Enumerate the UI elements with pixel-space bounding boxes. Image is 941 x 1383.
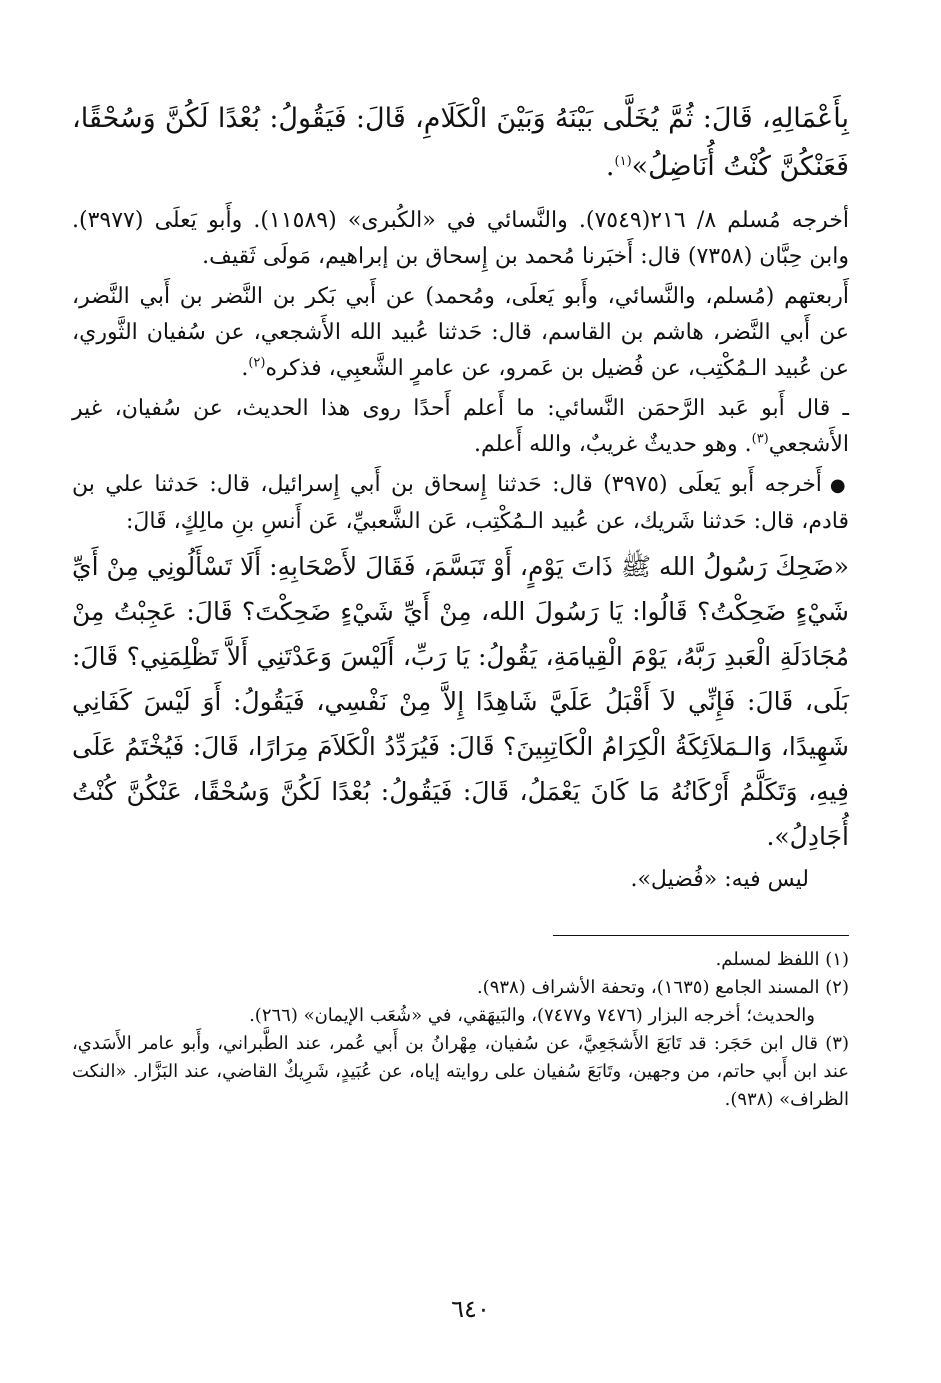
footnote-3: (٣) قال ابن حَجَر: قد تَابَعَ الأَشجَعِيَّ، عن سُفيان، مِهْرانُ بن أَبي عُمر، عند الطَّبراني، وأَبو عامر الأَسَدي، عند ابن أَبي حاتم، من وجهين، وتَابَعَ سُفيان على روايته إياه، عن عُبَيدٍ، شَرِيكٌ القاضي، عند البَزَّار. «النكت الظراف» (٩٣٨). — [72, 1033, 849, 1110]
takhrij-paragraph-2-body: أَربعتهم (مُسلم، والنَّسائي، وأَبو يَعلَى، ومُحمد) عن أَبي بَكر بن النَّضر بن أَبي النَّضر، عن أَبي النَّضر، هاشم بن القاسم، قال: حَدثنا عُبيد الله الأَشجعي، عن سُفيان الثَّوري، عن عُبيد الـمُكْتِب، عن فُضيل بن عَمرو، عن عامرٍ الشَّعبِي، فذكره — [72, 284, 849, 381]
takhrij-paragraph-1: أخرجه مُسلم ٨/ ٢١٦(٧٥٤٩). والنَّسائي في «الكُبرى» (١١٥٨٩). وأَبو يَعلَى (٣٩٧٧). وابن حِبَّان (٧٣٥٨) قال: أَخبَرنا مُحمد بن إِسحاق بن إبراهيم، مَولَى ثَقيف. — [72, 208, 850, 269]
footnote-2-continuation: والحديث؛ أخرجه البزار (٧٤٧٦ و٧٤٧٧)، والبَيهَقي، في «شُعَب الإيمان» (٢٦٦). — [249, 1005, 815, 1026]
top-hadith-text: بِأَعْمَالِهِ، قَالَ: ثُمَّ يُخَلَّى بَيْنَهُ وَبَيْنَ الْكَلَامِ، قَالَ: فَيَقُولُ: بُعْدًا لَكُنَّ وَسُحْقًا، فَعَنْكُنَّ كُنْتُ أُنَاضِلُ»$^{(١)}$. — [72, 103, 849, 182]
bullet-icon: ● — [829, 475, 849, 496]
abu-yala-isnad — [72, 467, 849, 540]
page-number: ٦٤٠ — [451, 1295, 490, 1323]
footnote-1: (١) اللفظ لمسلم. — [715, 949, 849, 970]
nasai-comment-part-b: . وهو حديثٌ غريبٌ، والله أَعلم. — [474, 432, 752, 457]
leesa-fihi-note: ليس فيه: «فُضيل». — [630, 867, 809, 892]
abu-yala-isnad-text: أَخرجه أَبو يَعلَى (٣٩٧٥) قال: حَدثنا إِسحاق بن أَبي إِسرائيل، قال: حَدثنا علي بن قادم، قال: حَدثنا شَريك، عن عُبيد الـمُكْتِب، عَن الشَّعبيِّ، عَن أَنسِ بنِ مالِكٍ، قَالَ: — [72, 472, 849, 534]
second-hadith-text: «ضَحِكَ رَسُولُ الله ﷺ ذَاتَ يَوْمٍ، أَوْ تَبَسَّمَ، فَقَالَ لأَصْحَابِهِ: أَلَا تَسْأَلُونِي مِنْ أَيِّ شَيْءٍ ضَحِكْتُ؟ قَالُوا: يَا رَسُولَ الله، مِنْ أَيِّ شَيْءٍ ضَحِكْتَ؟ قَالَ: عَجِبْتُ مِنْ مُجَادَلَةِ الْعَبدِ رَبَّهُ، يَوْمَ الْقِيامَةِ، يَقُولُ: يَا رَبِّ، أَلَيْسَ وَعَدْتَنِي أَلاَّ تَظْلِمَنِي؟ قَالَ: بَلَى، قَالَ: فَإِنِّي لاَ أَقْبَلُ عَلَيَّ شَاهِدًا إِلاَّ مِنْ نَفْسِي، فَيَقُولُ: أَوَ لَيْسَ كَفَانِي شَهِيدًا، وَالـمَلاَئِكَةُ الْكِرَامُ الْكَاتِبِينَ؟ قَالَ: فَيُرَدِّدُ الْكَلاَمَ مِرَارًا، قَالَ: فَيُخْتَمُ عَلَى فِيهِ، وَتَكَلَّمُ أَرْكَانُهُ مَا كَانَ يَعْمَلُ، قَالَ: فَيَقُولُ: بُعْدًا لَكُنَّ وَسُحْقًا، عَنْكُنَّ كُنْتُ أُجَادِلُ». — [72, 552, 849, 851]
footnote-ref-2: (٢) — [248, 355, 266, 371]
nasai-comment — [72, 391, 849, 463]
nasai-comment-part-a: ـ قال أَبو عَبد الرَّحمَن النَّسائي: ما أَعلم أَحدًا روى هذا الحديث، عن سُفيان، غير الأَشجعي — [72, 396, 849, 457]
takhrij-paragraph-2: أَربعتهم (مُسلم، والنَّسائي، وأَبو يَعلَى، ومُحمد) عن أَبي بَكر بن النَّضر بن أَبي النَّضر، عن أَبي النَّضر، هاشم بن القاسم، قال: حَدثنا عُبيد الله الأَشجعي، عن سُفيان الثَّوري، عن عُبيد الـمُكْتِب، عن فُضيل بن عَمرو، عن عامرٍ الشَّعبِي، فذكره$^{(٢)}$. — [72, 284, 849, 381]
footnotes-section — [72, 946, 849, 1114]
footnote-ref-1: (١) — [614, 154, 632, 169]
footnote-ref-3: (٣) — [751, 431, 769, 447]
top-hadith-body: بِأَعْمَالِهِ، قَالَ: ثُمَّ يُخَلَّى بَيْنَهُ وَبَيْنَ الْكَلَامِ، قَالَ: فَيَقُولُ: بُعْدًا لَكُنَّ وَسُحْقًا، فَعَنْكُنَّ كُنْتُ أُنَاضِلُ» — [72, 103, 849, 182]
footnote-divider — [553, 935, 849, 936]
footnote-2: (٢) المسند الجامع (١٦٣٥)، وتحفة الأشراف (٩٣٨). — [476, 977, 849, 998]
